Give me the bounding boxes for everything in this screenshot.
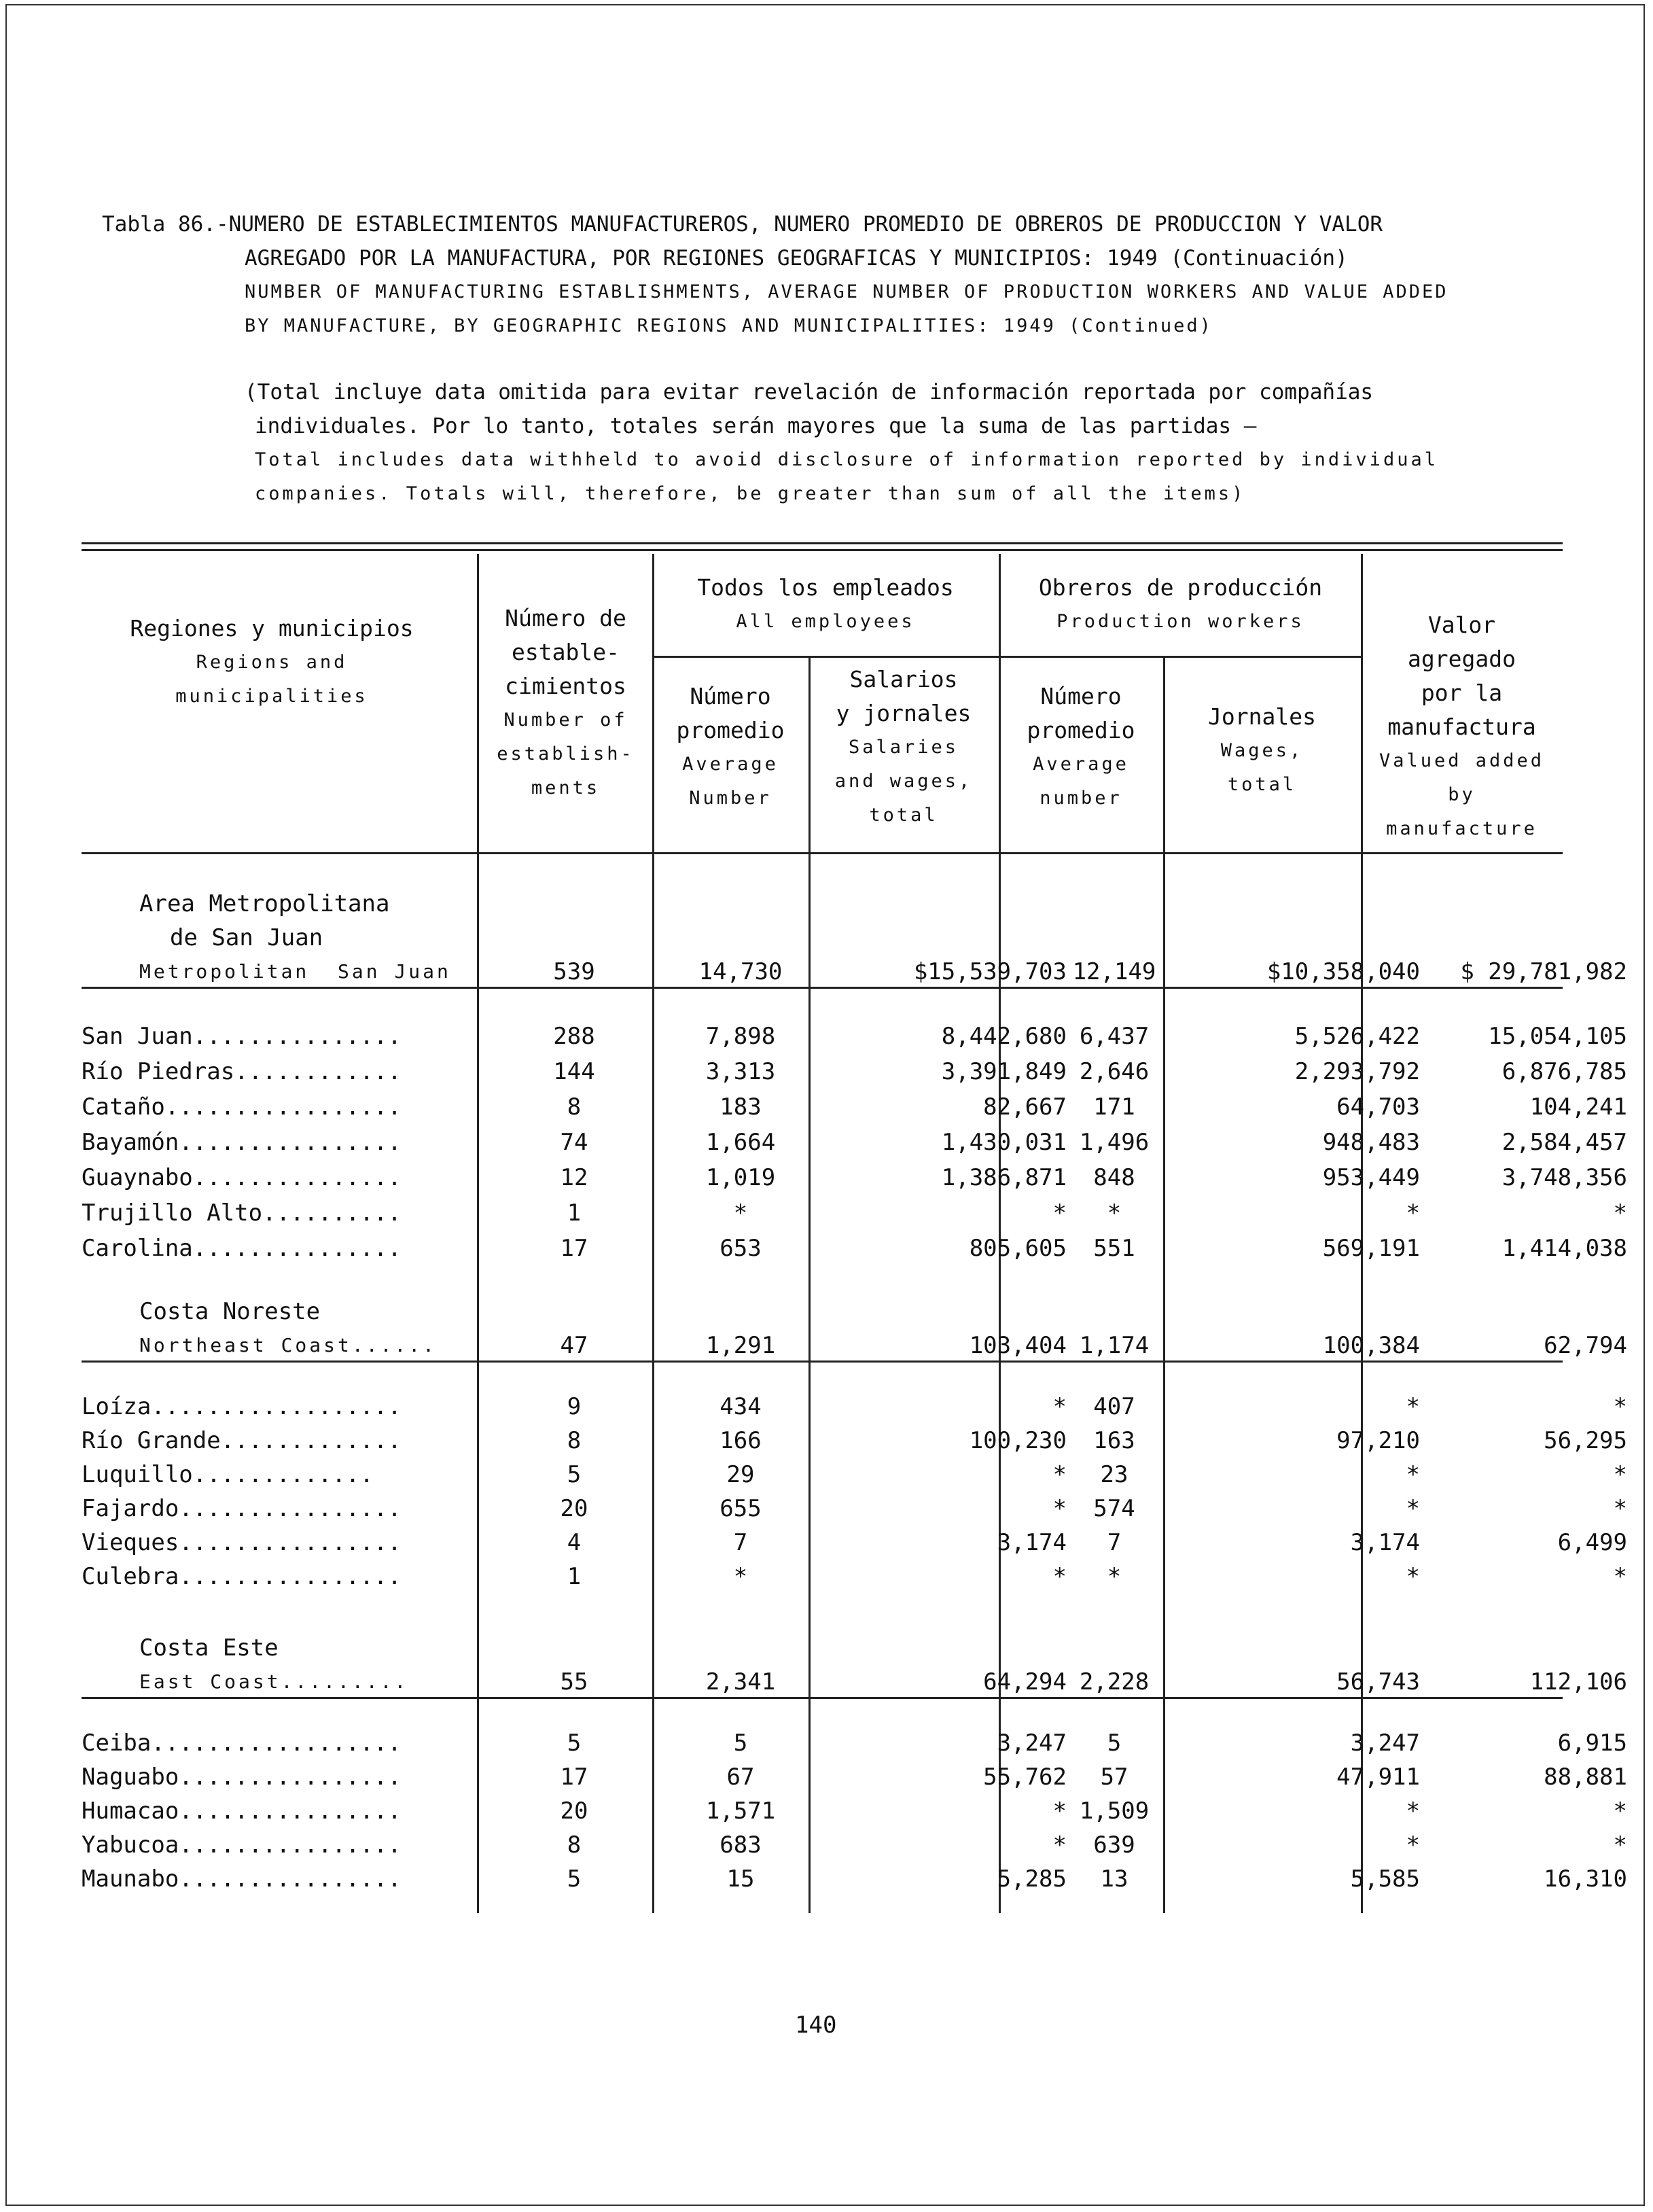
cell: * bbox=[1406, 1563, 1420, 1590]
cell: 20 bbox=[560, 1495, 588, 1522]
cell: * bbox=[1052, 1495, 1067, 1522]
row-label: Luquillo............. bbox=[82, 1461, 374, 1488]
row-label: Naguabo................ bbox=[82, 1763, 402, 1791]
header-top-rule bbox=[82, 542, 1563, 544]
section-1-name-2: de San Juan bbox=[170, 924, 323, 951]
cell: 6,915 bbox=[1557, 1730, 1627, 1757]
cell: 1,414,038 bbox=[1501, 1235, 1627, 1262]
cell: 23 bbox=[1100, 1461, 1128, 1488]
note-en-line2: companies. Totals will, therefore, be greater than sum of all the items) bbox=[255, 483, 1246, 504]
cell: 953,449 bbox=[1322, 1164, 1420, 1191]
row-label: Yabucoa................ bbox=[82, 1831, 402, 1859]
cell: 56,743 bbox=[1336, 1668, 1420, 1696]
cell: * bbox=[1613, 1563, 1627, 1590]
header-sal-es2: y jornales bbox=[836, 700, 972, 726]
cell: 2,228 bbox=[1079, 1668, 1150, 1696]
section-total-label: Metropolitan San Juan bbox=[139, 960, 451, 983]
cell: 104,241 bbox=[1529, 1093, 1627, 1121]
table-row bbox=[82, 1424, 1627, 1458]
cell: 17 bbox=[560, 1235, 588, 1262]
cell: 8 bbox=[567, 1093, 582, 1121]
cell: 569,191 bbox=[1322, 1235, 1420, 1262]
cell: 171 bbox=[1093, 1093, 1135, 1121]
header-value-added bbox=[1361, 608, 1563, 846]
cell: 9 bbox=[567, 1393, 582, 1420]
header-regions-en1: Regions and bbox=[196, 652, 348, 673]
header-val-en2: by bbox=[1448, 784, 1476, 805]
cell: 103,404 bbox=[969, 1332, 1067, 1359]
cell: 655 bbox=[719, 1495, 762, 1522]
table-row bbox=[82, 1458, 1627, 1492]
cell: 6,876,785 bbox=[1501, 1058, 1627, 1085]
header-val-en1: Valued added bbox=[1379, 750, 1545, 771]
cell: 1,509 bbox=[1079, 1797, 1150, 1825]
note-en-line1: Total includes data withheld to avoid disclosure of information reported by individual bbox=[255, 449, 1438, 470]
cell: 55 bbox=[560, 1668, 588, 1696]
header-val-es1: Valor bbox=[1427, 612, 1496, 638]
note-es-line1: (Total incluye data omitida para evitar revelación de información reportada por compañías bbox=[245, 380, 1374, 404]
page-number: 140 bbox=[795, 2012, 837, 2039]
cell: 1 bbox=[567, 1199, 582, 1227]
cell: 88,881 bbox=[1544, 1763, 1627, 1791]
group-rule bbox=[652, 656, 1362, 658]
row-label: Vieques................ bbox=[82, 1529, 402, 1556]
table-row bbox=[82, 1726, 1627, 1760]
header-sal-en1: Salaries bbox=[848, 737, 959, 758]
cell: 434 bbox=[719, 1393, 762, 1420]
cell: 7 bbox=[733, 1529, 748, 1556]
cell: 2,646 bbox=[1079, 1058, 1150, 1085]
header-bottom-rule bbox=[82, 852, 1563, 854]
cell: * bbox=[1406, 1797, 1420, 1825]
title-es-line2: AGREGADO POR LA MANUFACTURA, POR REGIONES GEOGRAFICAS Y MUNICIPIOS: 1949 (Continuación) bbox=[245, 246, 1348, 270]
cell: 97,210 bbox=[1336, 1427, 1420, 1454]
cell: 20 bbox=[560, 1797, 588, 1825]
cell: 100,230 bbox=[969, 1427, 1067, 1454]
cell: * bbox=[1406, 1393, 1420, 1420]
cell: 551 bbox=[1093, 1235, 1135, 1262]
table-row bbox=[82, 1125, 1627, 1159]
row-label: Maunabo................ bbox=[82, 1865, 402, 1893]
cell: * bbox=[733, 1199, 748, 1227]
cell: 17 bbox=[560, 1763, 588, 1791]
cell: 3,174 bbox=[1350, 1529, 1420, 1556]
cell: 67 bbox=[726, 1763, 755, 1791]
row-label: Río Piedras............ bbox=[82, 1058, 402, 1085]
header-prod-en: Production workers bbox=[1056, 611, 1304, 632]
cell: * bbox=[1052, 1393, 1067, 1420]
header-sal-es1: Salarios bbox=[849, 666, 958, 692]
table-row bbox=[82, 1161, 1627, 1195]
cell: 7,898 bbox=[705, 1023, 776, 1050]
cell: * bbox=[1406, 1495, 1420, 1522]
cell: 3,247 bbox=[997, 1730, 1067, 1757]
cell: 64,703 bbox=[1336, 1093, 1420, 1121]
cell: * bbox=[1107, 1199, 1122, 1227]
cell: 163 bbox=[1093, 1427, 1135, 1454]
section-2-name: Costa Noreste bbox=[139, 1298, 321, 1325]
cell: 1 bbox=[567, 1563, 582, 1590]
section-total-row bbox=[82, 1665, 1627, 1699]
cell: * bbox=[1406, 1461, 1420, 1488]
cell: 3,174 bbox=[997, 1529, 1067, 1556]
title-es-line1: Tabla 86.-NUMERO DE ESTABLECIMIENTOS MANUFACTUREROS, NUMERO PROMEDIO DE OBREROS DE PRODUCCION Y VALOR bbox=[102, 212, 1383, 236]
header-val-es3: por la bbox=[1421, 680, 1503, 706]
header-establishments bbox=[479, 601, 652, 805]
table-row bbox=[82, 1760, 1627, 1794]
cell: 100,384 bbox=[1322, 1332, 1420, 1359]
header-wages bbox=[1163, 700, 1361, 802]
cell: 56,295 bbox=[1544, 1427, 1627, 1454]
section-total-rule bbox=[82, 987, 1563, 989]
cell: 1,174 bbox=[1079, 1332, 1150, 1359]
section-total-label: East Coast......... bbox=[139, 1670, 409, 1693]
cell: * bbox=[1052, 1461, 1067, 1488]
header-prod-es: Obreros de producción bbox=[1038, 574, 1323, 601]
cell: 1,386,871 bbox=[941, 1164, 1067, 1191]
cell: * bbox=[1613, 1797, 1627, 1825]
section-total-rule bbox=[82, 1360, 1563, 1363]
header-wag-es: Jornales bbox=[1208, 703, 1316, 730]
cell: 6,499 bbox=[1557, 1529, 1627, 1556]
table-row bbox=[82, 1794, 1627, 1828]
cell: 2,293,792 bbox=[1294, 1058, 1420, 1085]
row-label: Río Grande............. bbox=[82, 1427, 402, 1454]
header-wag-en2: total bbox=[1227, 774, 1297, 795]
header-prod-avg bbox=[999, 680, 1163, 815]
header-top-rule-2 bbox=[82, 549, 1563, 551]
header-num-es1: Número de bbox=[505, 605, 626, 631]
cell: 74 bbox=[560, 1129, 588, 1156]
cell: 574 bbox=[1093, 1495, 1135, 1522]
cell: 15 bbox=[726, 1865, 755, 1893]
cell: 1,019 bbox=[705, 1164, 776, 1191]
cell: 948,483 bbox=[1322, 1129, 1420, 1156]
section-1-name: Area Metropolitana bbox=[139, 890, 390, 917]
header-num-es3: cimientos bbox=[505, 673, 626, 699]
cell: 82,667 bbox=[983, 1093, 1067, 1121]
cell: 12 bbox=[560, 1164, 588, 1191]
header-val-en3: manufacture bbox=[1386, 818, 1538, 839]
cell: 805,605 bbox=[969, 1235, 1067, 1262]
cell: $ 29,781,982 bbox=[1460, 958, 1627, 985]
table-row bbox=[82, 1526, 1627, 1560]
cell: 2,341 bbox=[705, 1668, 776, 1696]
cell: 5 bbox=[567, 1730, 582, 1757]
row-label: Carolina............... bbox=[82, 1235, 402, 1262]
cell: * bbox=[1052, 1199, 1067, 1227]
cell: 14,730 bbox=[698, 958, 783, 985]
cell: 5 bbox=[567, 1461, 582, 1488]
header-pavg-es1: Número bbox=[1040, 683, 1122, 709]
row-label: Cataño................. bbox=[82, 1093, 402, 1121]
section-total-label: Northeast Coast...... bbox=[139, 1334, 438, 1356]
cell: 16,310 bbox=[1544, 1865, 1627, 1893]
header-regions-en2: municipalities bbox=[175, 686, 368, 707]
section-3-name: Costa Este bbox=[139, 1634, 279, 1662]
cell: 144 bbox=[553, 1058, 595, 1085]
section-title-2 bbox=[139, 1295, 320, 1329]
header-num-es2: estable- bbox=[512, 639, 620, 665]
cell: $10,358,040 bbox=[1266, 958, 1420, 985]
header-all-en: All employees bbox=[736, 611, 915, 632]
header-all-es: Todos los empleados bbox=[697, 574, 954, 601]
header-val-es4: manufactura bbox=[1387, 714, 1536, 740]
col-line-5 bbox=[1163, 656, 1165, 1913]
header-num-en2: establish- bbox=[497, 743, 635, 765]
cell: 639 bbox=[1093, 1831, 1135, 1859]
table-note bbox=[245, 375, 1508, 511]
cell: * bbox=[1052, 1831, 1067, 1859]
header-regions bbox=[88, 612, 455, 714]
header-wag-en1: Wages, bbox=[1220, 740, 1304, 761]
header-avg-es2: promedio bbox=[676, 717, 785, 743]
header-avg-en2: Number bbox=[689, 788, 772, 809]
header-sal-en2: and wages, bbox=[834, 771, 973, 792]
table-title bbox=[102, 207, 1563, 343]
header-pavg-es2: promedio bbox=[1027, 717, 1135, 743]
cell: 1,664 bbox=[705, 1129, 776, 1156]
cell: 653 bbox=[719, 1235, 762, 1262]
cell: 112,106 bbox=[1529, 1668, 1627, 1696]
cell: 288 bbox=[553, 1023, 595, 1050]
header-num-en3: ments bbox=[531, 777, 601, 798]
header-sal-en3: total bbox=[869, 805, 938, 826]
cell: 15,054,105 bbox=[1488, 1023, 1627, 1050]
cell: $15,539,703 bbox=[913, 958, 1067, 985]
cell: 5 bbox=[1107, 1730, 1122, 1757]
table-row bbox=[82, 1862, 1627, 1896]
title-en-line1: NUMBER OF MANUFACTURING ESTABLISHMENTS, AVERAGE NUMBER OF PRODUCTION WORKERS AND VALUE ADDED bbox=[245, 281, 1448, 302]
section-title-3 bbox=[139, 1631, 279, 1665]
header-val-es2: agregado bbox=[1408, 646, 1516, 672]
header-pavg-en2: number bbox=[1039, 788, 1122, 809]
header-num-en1: Number of bbox=[503, 709, 628, 731]
table-row bbox=[82, 1019, 1627, 1053]
cell: 64,294 bbox=[983, 1668, 1067, 1696]
table-row bbox=[82, 1390, 1627, 1424]
table-row bbox=[82, 1090, 1627, 1124]
table-row bbox=[82, 1231, 1627, 1265]
cell: 7 bbox=[1107, 1529, 1122, 1556]
table-row bbox=[82, 1196, 1627, 1230]
section-total-rule bbox=[82, 1697, 1563, 1699]
cell: 407 bbox=[1093, 1393, 1135, 1420]
cell: 539 bbox=[553, 958, 595, 985]
cell: 5,585 bbox=[1350, 1865, 1420, 1893]
cell: 5 bbox=[733, 1730, 748, 1757]
section-total-row bbox=[82, 1329, 1627, 1363]
cell: 1,496 bbox=[1079, 1129, 1150, 1156]
header-pavg-en1: Average bbox=[1033, 754, 1129, 775]
note-es-line2: individuales. Por lo tanto, totales serán mayores que la suma de las partidas — bbox=[255, 414, 1257, 438]
table-row bbox=[82, 1828, 1627, 1862]
cell: 8 bbox=[567, 1427, 582, 1454]
cell: 3,391,849 bbox=[941, 1058, 1067, 1085]
cell: 5,526,422 bbox=[1294, 1023, 1420, 1050]
cell: * bbox=[1613, 1393, 1627, 1420]
row-label: Trujillo Alto.......... bbox=[82, 1199, 402, 1227]
cell: * bbox=[1107, 1563, 1122, 1590]
section-title-1 bbox=[139, 887, 389, 955]
row-label: Ceiba.................. bbox=[82, 1730, 402, 1757]
cell: * bbox=[1613, 1461, 1627, 1488]
cell: * bbox=[1052, 1797, 1067, 1825]
cell: 2,584,457 bbox=[1501, 1129, 1627, 1156]
cell: 47,911 bbox=[1336, 1763, 1420, 1791]
header-all-employees bbox=[652, 571, 999, 639]
cell: * bbox=[1406, 1831, 1420, 1859]
cell: 3,247 bbox=[1350, 1730, 1420, 1757]
header-avg-en1: Average bbox=[682, 754, 779, 775]
cell: 3,313 bbox=[705, 1058, 776, 1085]
cell: 1,571 bbox=[705, 1797, 776, 1825]
title-en-line2: BY MANUFACTURE, BY GEOGRAPHIC REGIONS AND MUNICIPALITIES: 1949 (Continued) bbox=[245, 315, 1213, 336]
table-row bbox=[82, 1560, 1627, 1594]
cell: 683 bbox=[719, 1831, 762, 1859]
row-label: Bayamón................ bbox=[82, 1129, 402, 1156]
header-avg-es1: Número bbox=[690, 683, 771, 709]
cell: 5,285 bbox=[997, 1865, 1067, 1893]
table-row bbox=[82, 1492, 1627, 1526]
cell: * bbox=[1613, 1831, 1627, 1859]
header-production-workers bbox=[999, 571, 1362, 639]
cell: 13 bbox=[1100, 1865, 1128, 1893]
row-label: Fajardo................ bbox=[82, 1495, 402, 1522]
cell: * bbox=[733, 1563, 748, 1590]
row-label: San Juan............... bbox=[82, 1023, 402, 1050]
cell: 5 bbox=[567, 1865, 582, 1893]
cell: 1,291 bbox=[705, 1332, 776, 1359]
section-total-row bbox=[82, 955, 1627, 989]
cell: * bbox=[1613, 1199, 1627, 1227]
cell: * bbox=[1406, 1199, 1420, 1227]
cell: 8,442,680 bbox=[941, 1023, 1067, 1050]
cell: 62,794 bbox=[1544, 1332, 1627, 1359]
cell: 848 bbox=[1093, 1164, 1135, 1191]
cell: 12,149 bbox=[1072, 958, 1156, 985]
header-regions-es: Regiones y municipios bbox=[130, 615, 414, 642]
row-label: Loíza.................. bbox=[82, 1393, 402, 1420]
cell: * bbox=[1052, 1563, 1067, 1590]
row-label: Culebra................ bbox=[82, 1563, 402, 1590]
cell: 8 bbox=[567, 1831, 582, 1859]
cell: 166 bbox=[719, 1427, 762, 1454]
cell: 47 bbox=[560, 1332, 588, 1359]
header-avg-number bbox=[652, 680, 808, 815]
cell: * bbox=[1613, 1495, 1627, 1522]
cell: 55,762 bbox=[983, 1763, 1067, 1791]
cell: 1,430,031 bbox=[941, 1129, 1067, 1156]
cell: 183 bbox=[719, 1093, 762, 1121]
cell: 4 bbox=[567, 1529, 582, 1556]
header-salaries bbox=[808, 663, 999, 832]
row-label: Guaynabo............... bbox=[82, 1164, 402, 1191]
col-line-3 bbox=[808, 656, 811, 1913]
row-label: Humacao................ bbox=[82, 1797, 402, 1825]
cell: 3,748,356 bbox=[1501, 1164, 1627, 1191]
cell: 29 bbox=[726, 1461, 755, 1488]
cell: 57 bbox=[1100, 1763, 1128, 1791]
table-row bbox=[82, 1055, 1627, 1089]
cell: 6,437 bbox=[1079, 1023, 1150, 1050]
